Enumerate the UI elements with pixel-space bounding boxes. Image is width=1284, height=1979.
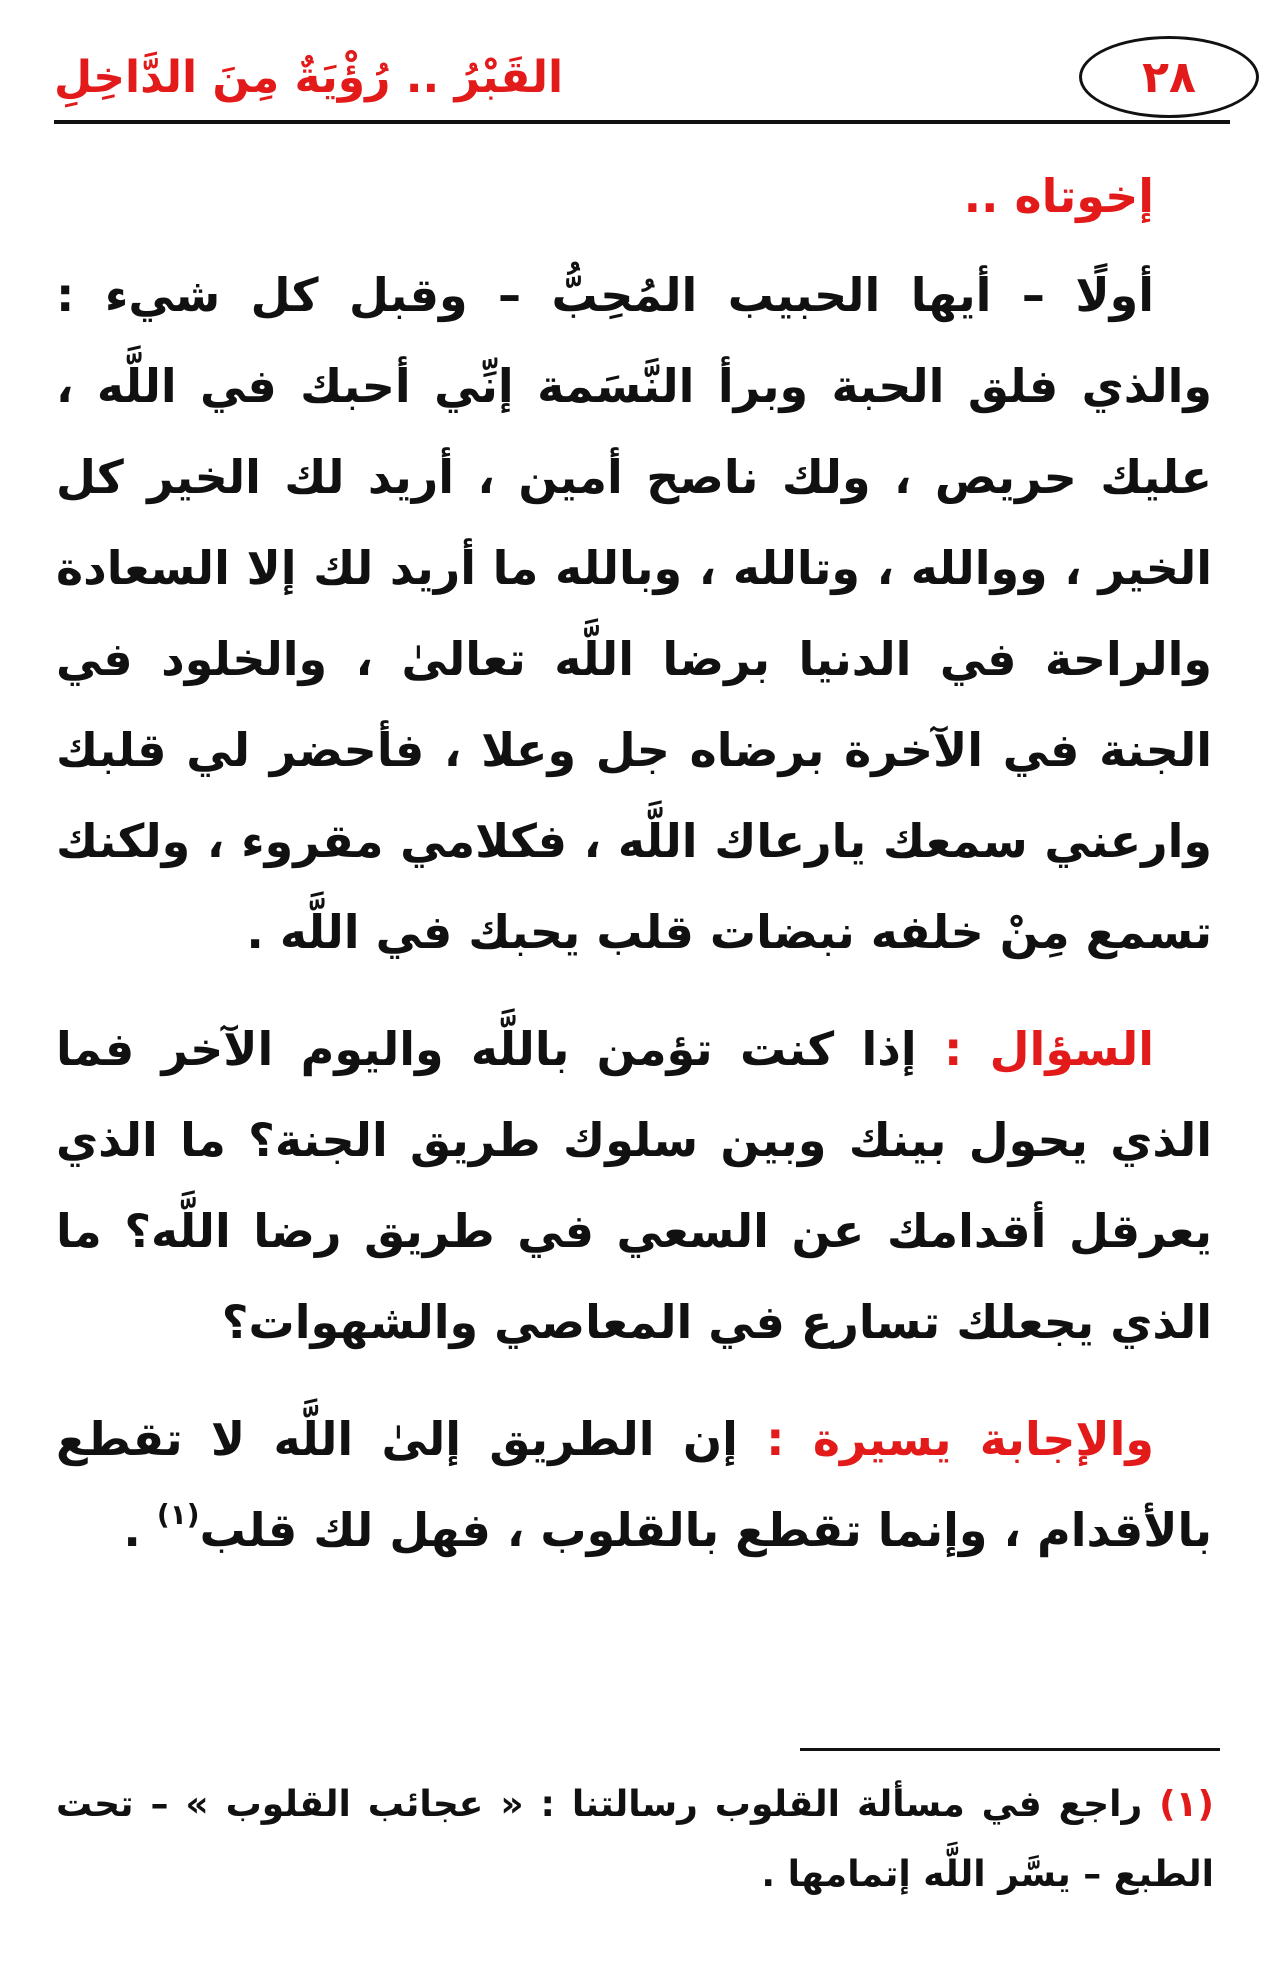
footnote-divider (800, 1748, 1220, 1751)
footnote-number: (١) (1159, 1784, 1214, 1825)
footnote-reference: (١) (156, 1498, 200, 1531)
answer-end: . (123, 1503, 157, 1557)
paragraph-question (56, 1004, 1212, 1368)
paragraph-intro: أولًا – أيها الحبيب المُحِبُّ – وقبل كل شيء : والذي فلق الحبة وبرأ النَّسَمة إنِّي أحبك في اللَّه ، عليك حريص ، ولك ناصح أمين ، أريد لك الخير كل الخير ، ووالله ، وتالله ، وبالله ما أريد لك إلا السعادة والراحة في الدنيا برضا اللَّه تعالىٰ ، والخلود في الجنة في الآخرة برضاه جل وعلا ، فأحضر لي قلبك وارعني سمعك يارعاك اللَّه ، فكلامي مقروء ، ولكنك تسمع مِنْ خلفه نبضات قلب يحبك في اللَّه . (56, 268, 1212, 959)
question-label: السؤال : (943, 1022, 1155, 1076)
footnote-text: راجع في مسألة القلوب رسالتنا : « عجائب القلوب » – تحت الطبع – يسَّر اللَّه إتمامها . (56, 1784, 1214, 1895)
paragraph-answer (56, 1394, 1212, 1576)
footnote (56, 1770, 1214, 1910)
answer-label: والإجابة يسيرة : (766, 1412, 1154, 1466)
running-title: القَبْرُ .. رُؤْيَةٌ مِنَ الدَّاخِلِ (54, 52, 564, 103)
answer-text: إن الطريق إلىٰ اللَّه لا تقطع بالأقدام ، وإنما تقطع بالقلوب ، فهل لك قلب (56, 1412, 1212, 1557)
section-address: إخوتاه .. (963, 169, 1154, 223)
page-content (56, 160, 1212, 1576)
question-text: إذا كنت تؤمن باللَّه واليوم الآخر فما الذي يحول بينك وبين سلوك طريق الجنة؟ ما الذي يعرقل أقدامك عن السعي في طريق رضا اللَّه؟ ما الذي يجعلك تسارع في المعاصي والشهوات؟ (56, 1022, 1212, 1349)
page-header (54, 30, 1230, 122)
header-divider (54, 120, 1230, 124)
page-number-badge: ٢٨ (1079, 36, 1259, 118)
